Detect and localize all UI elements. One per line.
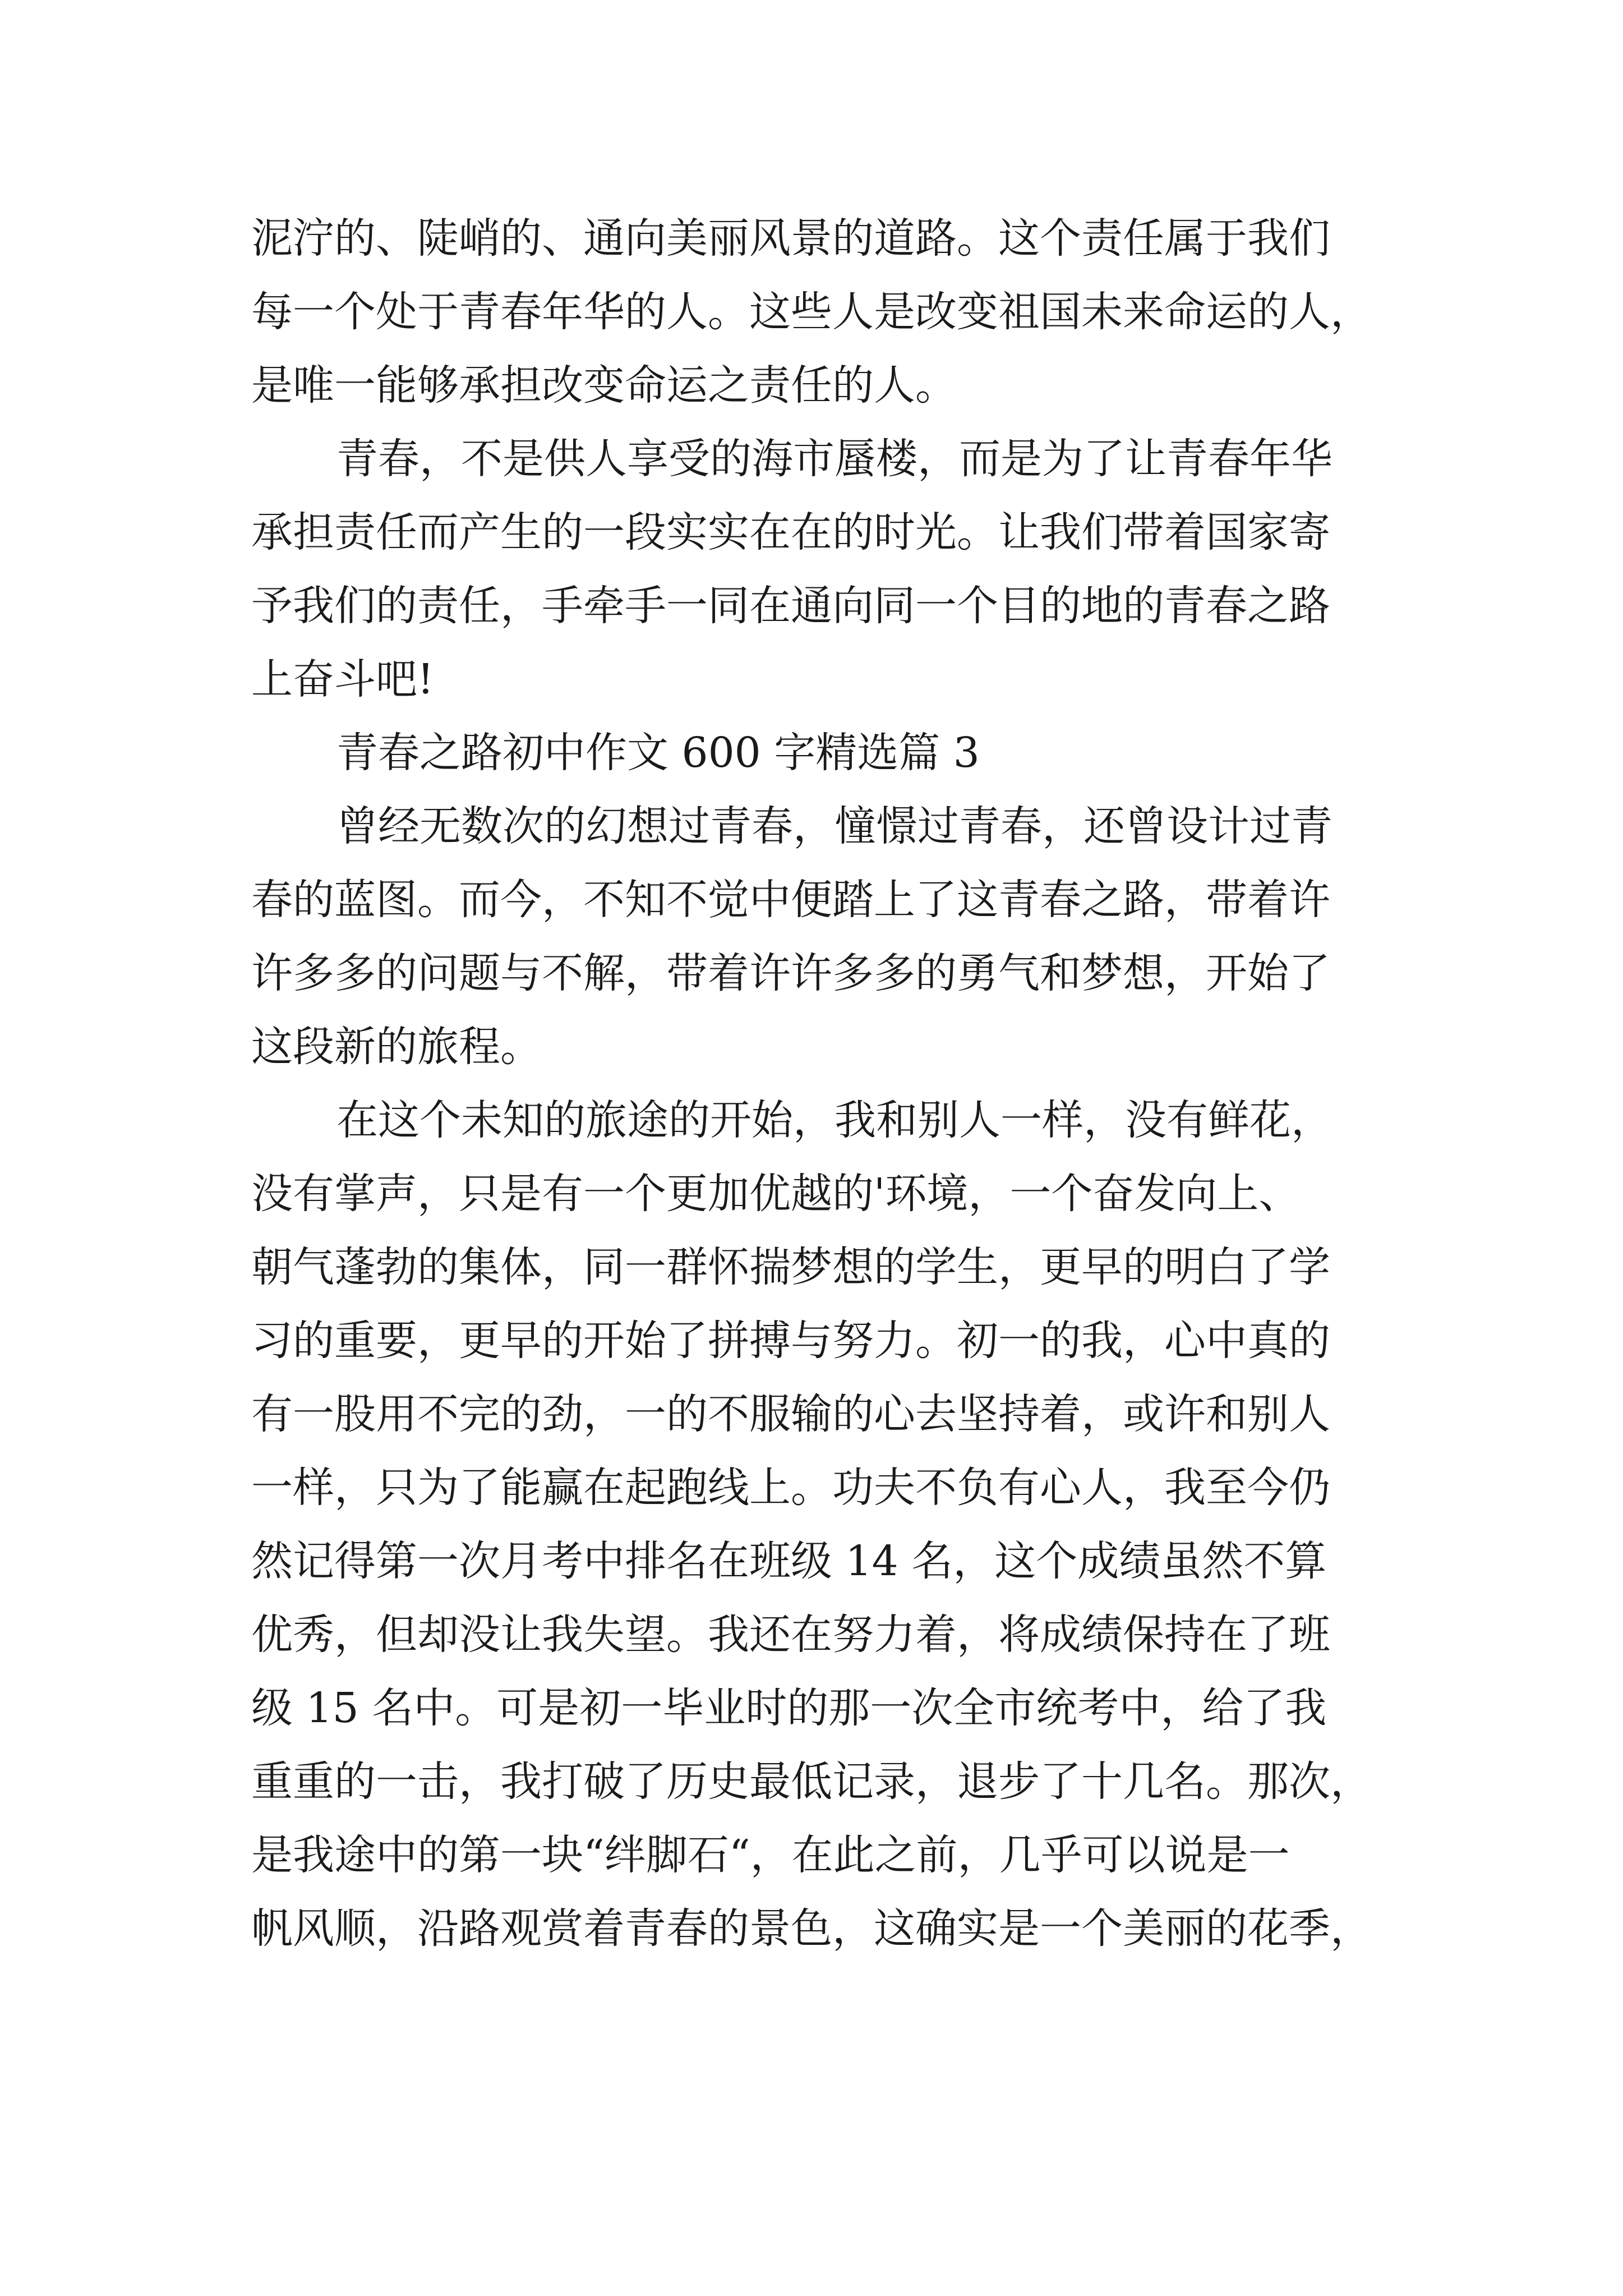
- text-line: 优秀，但却没让我失望。我还在努力着，将成绩保持在了班: [251, 1611, 1330, 1659]
- text-line: 有一股用不完的劲，一的不服输的心去坚持着，或许和别人: [251, 1390, 1330, 1438]
- text-line: 然记得第一次月考中排名在班级 14 名，这个成绩虽然不算: [251, 1537, 1327, 1585]
- paragraph-first-line: 青春，不是供人享受的海市蜃楼，而是为了让青春年华: [336, 435, 1332, 483]
- text-line: 朝气蓬勃的集体，同一群怀揣梦想的学生，更早的明白了学: [251, 1243, 1330, 1291]
- text-line: 每一个处于青春年华的人。这些人是改变祖国未来命运的人，: [251, 288, 1372, 336]
- text-line: 一样，只为了能赢在起跑线上。功夫不负有心人，我至今仍: [251, 1464, 1330, 1512]
- text-line: 是唯一能够承担改变命运之责任的人。: [251, 361, 957, 409]
- paragraph-first-line: 在这个未知的旅途的开始，我和别人一样，没有鲜花，: [336, 1096, 1332, 1144]
- text-line: 是我途中的第一块“绊脚石“，在此之前，几乎可以说是一: [251, 1831, 1290, 1879]
- body-text: [251, 202, 1429, 1966]
- text-line: 上奋斗吧!: [251, 655, 434, 703]
- text-line: 帆风顺，沿路观赏着青春的景色，这确实是一个美丽的花季，: [251, 1904, 1372, 1953]
- text-line: 习的重要，更早的开始了拼搏与努力。初一的我，心中真的: [251, 1317, 1330, 1365]
- paragraph-first-line: 曾经无数次的幻想过青春，憧憬过青春，还曾设计过青: [336, 802, 1332, 850]
- text-line: 许多多的问题与不解，带着许许多多的勇气和梦想，开始了: [251, 949, 1330, 997]
- text-line: 级 15 名中。可是初一毕业时的那一次全市统考中，给了我: [251, 1684, 1327, 1732]
- text-line: 春的蓝图。而今，不知不觉中便踏上了这青春之路，带着许: [251, 876, 1330, 924]
- text-line: 这段新的旅程。: [251, 1023, 542, 1071]
- section-heading: 青春之路初中作文 600 字精选篇 3: [336, 729, 980, 777]
- text-line: 予我们的责任，手牵手一同在通向同一个目的地的青春之路: [251, 582, 1330, 630]
- text-line: 承担责任而产生的一段实实在在的时光。让我们带着国家寄: [251, 508, 1330, 556]
- text-line: 泥泞的、陡峭的、通向美丽风景的道路。这个责任属于我们: [251, 214, 1330, 263]
- text-line: 没有掌声，只是有一个更加优越的'环境，一个奋发向上、: [251, 1170, 1301, 1218]
- text-line: 重重的一击，我打破了历史最低记录，退步了十几名。那次，: [251, 1757, 1372, 1806]
